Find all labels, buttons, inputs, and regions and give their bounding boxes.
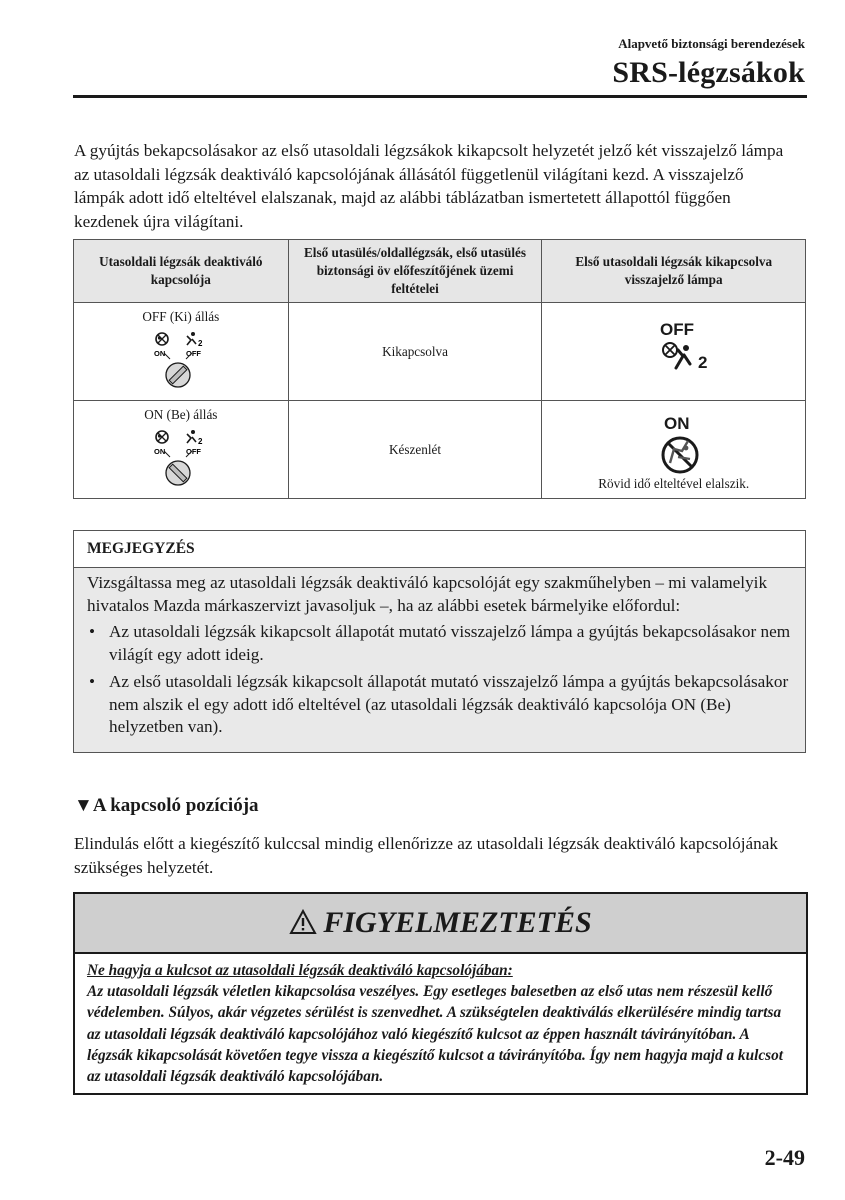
- lamp-note: Rövid idő elteltével elalszik.: [598, 476, 750, 491]
- subsection-heading: [74, 795, 259, 817]
- bullet-icon: •: [89, 672, 96, 691]
- table-header-switch: Utasoldali légzsák deaktiváló kapcsolója: [74, 240, 289, 303]
- warning-title: FIGYELMEZTETÉS: [323, 906, 592, 939]
- table-header-lamp: Első utasoldali légzsák kikapcsolva visszajelző lámpa: [542, 240, 806, 303]
- lamp-off-text: OFF: [660, 320, 695, 339]
- switch-number-label: 2: [198, 437, 203, 446]
- switch-off-label: OFF: [186, 447, 201, 456]
- table-header-row: [74, 240, 806, 303]
- note-heading: MEGJEGYZÉS: [74, 531, 805, 568]
- section-label: Alapvető biztonsági berendezések: [618, 36, 805, 51]
- lamp-cell: [542, 303, 806, 401]
- subsection-title: A kapcsoló pozíciója: [92, 795, 259, 816]
- list-item: • Az első utasoldali légzsák kikapcsolt állapotát mutató visszajelző lámpa a gyújtás bekapcsolásakor nem alszik el egy adott idő elteltével (az utasoldali légzsák deaktiváló kapcsolója ON (Be) helyzetben van).: [89, 672, 789, 736]
- title-rule: [73, 95, 807, 98]
- table-row: [74, 303, 806, 401]
- status-table: [73, 239, 806, 499]
- note-body: [74, 568, 805, 752]
- page-number: 2-49: [764, 1145, 805, 1170]
- warning-text: Az utasoldali légzsák véletlen kikapcsolása veszélyes. Egy esetleges balesetben az első utas nem részesül kellő védelemben. Súlyos, akár végzetes sérülést is szenvedhet. A szükségtelen deaktiválás elkerülésére mindig tartsa az utasoldali légzsák deaktiváló kapcsolójához való kiegészítő kulcsot az éppen használt távirányítóban. A légzsák kikapcsolását követően tegye vissza a kiegészítő kulcsot a távirányítóba. Így nem hagyja majd a kulcsot az utasoldali légzsák deaktiváló kapcsolójában.: [87, 983, 783, 1086]
- switch-position-label: ON (Be) állás: [144, 407, 218, 422]
- switch-cell: [74, 401, 289, 499]
- switch-on-label: ON: [154, 447, 166, 456]
- table-row: [74, 401, 806, 499]
- condition-cell: Készenlét: [288, 401, 542, 499]
- intro-paragraph: A gyújtás bekapcsolásakor az első utasoldali légzsákok kikapcsolt helyzetét jelző két visszajelző lámpa az utasoldali légzsák deaktiváló kapcsolójának állásától függetlenül világítani kezd. A visszajelző lámpák adott idő elteltével elalszanak, majd az alábbi táblázatban ismertetett állapottól függően kezdenek újra világítani.: [74, 141, 784, 231]
- switch-on-label: ON: [154, 349, 166, 358]
- subsection-paragraph: Elindulás előtt a kiegészítő kulccsal mindig ellenőrizze az utasoldali légzsák deaktiváló kapcsolójának szükséges helyzetét.: [74, 834, 778, 877]
- table-header-condition: Első utasülés/oldallégzsák, első utasülés biztonsági öv előfeszítőjének üzemi feltételei: [288, 240, 542, 303]
- switch-off-icon: [150, 331, 214, 397]
- warning-lead: Ne hagyja a kulcsot az utasoldali légzsák deaktiváló kapcsolójában:: [87, 962, 513, 979]
- lamp-cell: [542, 401, 806, 499]
- note-text: Vizsgáltassa meg az utasoldali légzsák deaktiváló kapcsolóját egy szakműhelyben – mi valamelyik hivatalos Mazda márkaszervizt javasoljuk –, ha az alábbi esetek bármelyike előfordul:: [87, 573, 768, 615]
- switch-on-icon: [150, 429, 214, 495]
- switch-number-label: 2: [198, 339, 203, 348]
- lamp-on-text: ON: [664, 414, 690, 433]
- note-list: [87, 621, 792, 739]
- switch-position-label: OFF (Ki) állás: [142, 309, 220, 324]
- warning-heading: [75, 894, 806, 954]
- page-title: SRS-légzsákok: [612, 56, 805, 89]
- triangle-down-icon: ▼: [74, 795, 93, 816]
- lamp-off-number: 2: [698, 353, 708, 372]
- switch-cell: [74, 303, 289, 401]
- bullet-icon: •: [89, 622, 96, 641]
- airbag-off-lamp-icon: [658, 320, 714, 384]
- warning-body: [75, 954, 806, 1093]
- note-box: [73, 530, 806, 753]
- list-item: • Az utasoldali légzsák kikapcsolt állapotát mutató visszajelző lámpa a gyújtás bekapcsolásakor nem világít egy adott ideig.: [89, 622, 791, 664]
- airbag-on-lamp-icon: [660, 411, 716, 475]
- warning-box: [73, 892, 808, 1095]
- condition-cell: Kikapcsolva: [288, 303, 542, 401]
- warning-triangle-icon: [289, 909, 317, 935]
- switch-off-label: OFF: [186, 349, 201, 358]
